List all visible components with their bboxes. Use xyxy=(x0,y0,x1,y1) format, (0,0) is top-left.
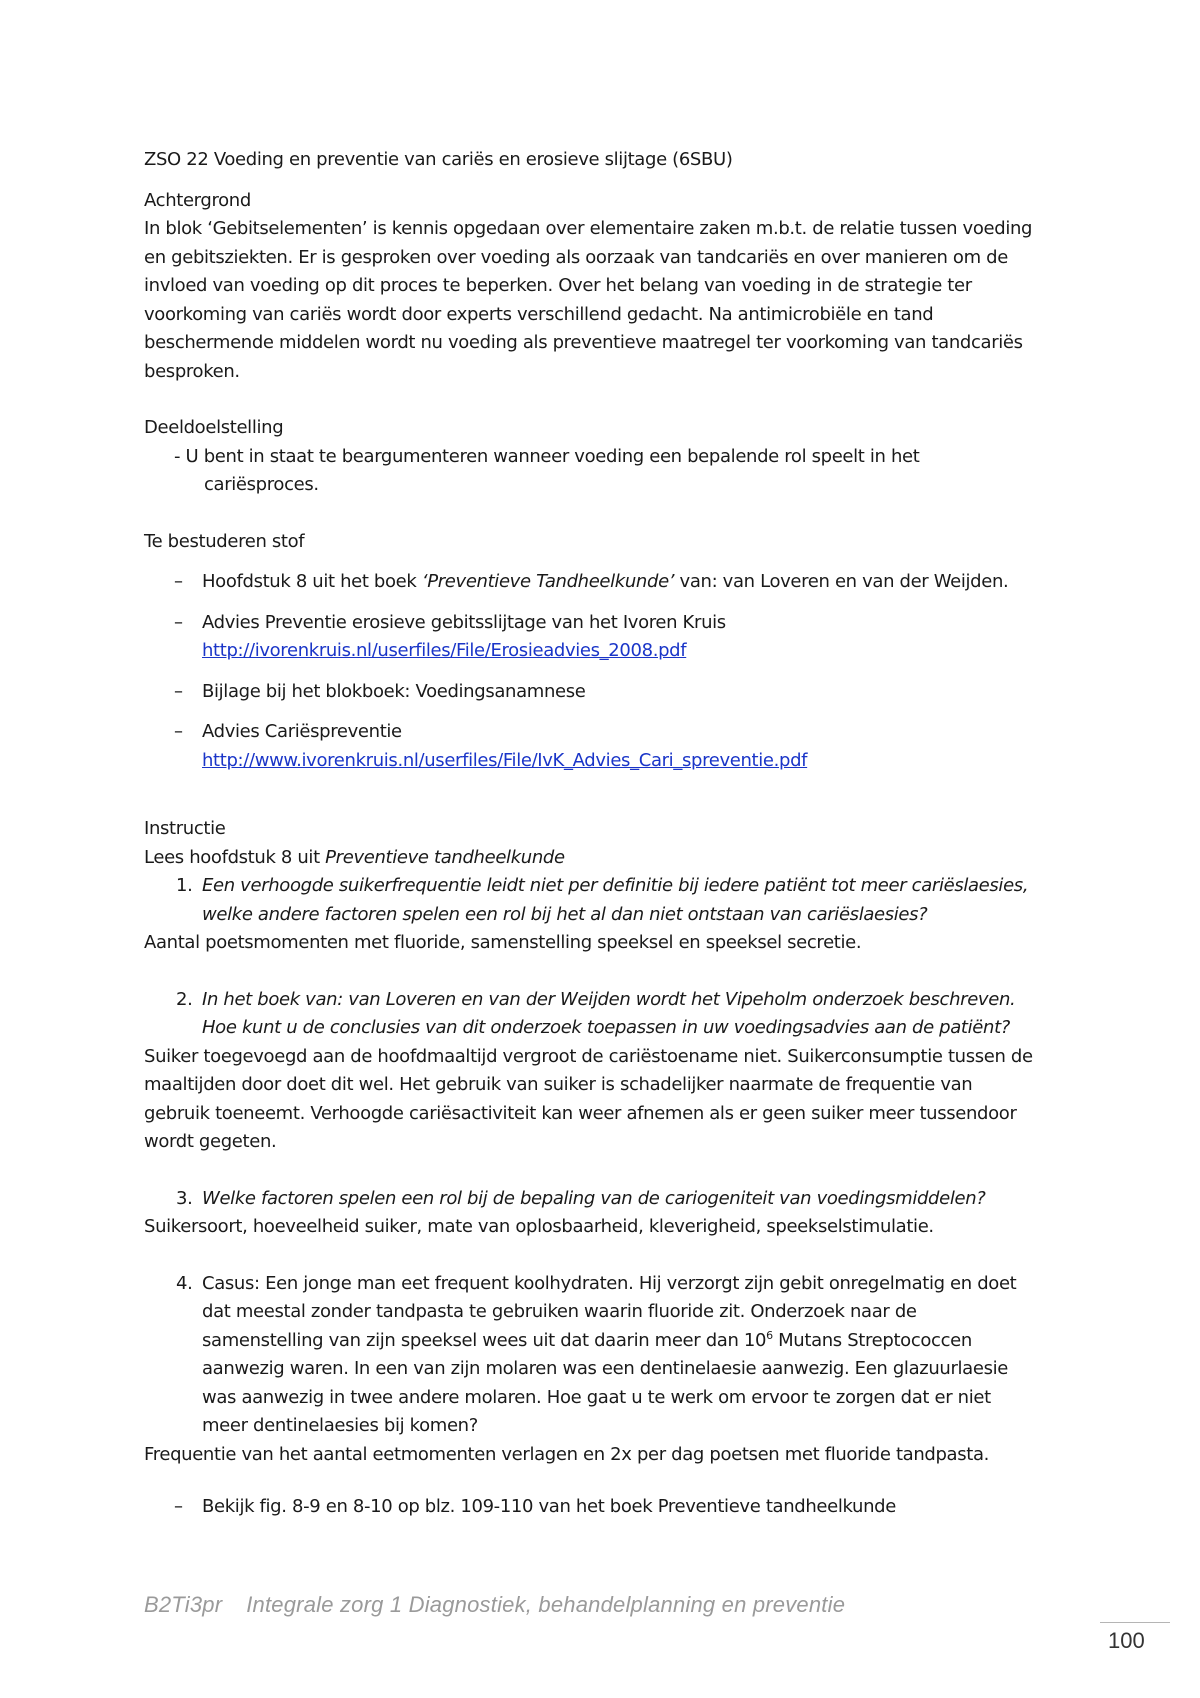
answer-2-line: wordt gegeten. xyxy=(144,1131,277,1152)
erosieadvies-link[interactable]: http://ivorenkruis.nl/userfiles/File/Erosieadvies_2008.pdf xyxy=(202,640,687,661)
section-heading-deeldoelstelling: Deeldoelstelling xyxy=(144,417,284,438)
question-2: 2. In het boek van: van Loveren en van der Weijden wordt het Vipeholm onderzoek beschreven. Hoe kunt u de conclusies van dit onderzoek toepassen in uw voedingsadvies aan de patiënt? xyxy=(176,988,1016,1038)
question-3: 3. Welke factoren spelen een rol bij de bepaling van de cariogeniteit van voedingsmiddelen? xyxy=(176,1187,986,1209)
list-item: – Bekijk fig. 8-9 en 8-10 op blz. 109-110 van het boek Preventieve tandheelkunde xyxy=(144,1493,1084,1522)
objective-line: - U bent in staat te beargumenteren wanneer voeding een bepalende rol speelt in het xyxy=(174,445,920,467)
list-item: – Advies Preventie erosieve gebitsslijtage van het Ivoren Kruis http://ivorenkruis.nl/userfiles/File/Erosieadvies_2008.pdf xyxy=(144,609,1084,666)
dash-bullet: – xyxy=(174,611,183,633)
answer-4: Frequentie van het aantal eetmomenten verlagen en 2x per dag poetsen met fluoride tandpasta. xyxy=(144,1443,990,1465)
page-number-rule xyxy=(1100,1622,1170,1623)
paragraph-line: invloed van voeding op dit proces te beperken. Over het belang van voeding in de strategie ter xyxy=(144,275,972,296)
dash-bullet: – xyxy=(174,721,183,742)
instruction-intro: Lees hoofdstuk 8 uit Preventieve tandheelkunde xyxy=(144,846,565,868)
page-number: 100 xyxy=(1108,1628,1145,1653)
objective-line-continued: cariësproces. xyxy=(204,474,319,495)
question-4: 4. Casus: Een jonge man eet frequent koolhydraten. Hij verzorgt zijn gebit onregelmatig en doet dat meestal zonder tandpasta te gebruiken waarin fluoride zit. Onderzoek naar de samenstelling van zijn speeksel wees uit dat daarin meer dan $10^6$ Mutans Streptococcen aanwezig waren. In een van zijn molaren was een dentinelaesie aanwezig. Een glazuurlaesie was aanwezig in twee andere molaren. Hoe gaat u te werk om ervoor te zorgen dat er niet meer dentinelaesies bij komen? xyxy=(176,1272,1017,1436)
paragraph-line: In blok ‘Gebitselementen’ is kennis opgedaan over elementaire zaken m.b.t. de relatie tussen voeding xyxy=(144,218,1033,239)
document-title: ZSO 22 Voeding en preventie van cariës en erosieve slijtage (6SBU) xyxy=(144,149,733,170)
question-1: 1. Een verhoogde suikerfrequentie leidt niet per definitie bij iedere patiënt tot meer cariëslaesies, welke andere factoren spelen een rol bij het al dan niet ontstaan van cariëslaesies? xyxy=(176,875,1029,925)
paragraph-line: besproken. xyxy=(144,360,240,382)
paragraph-line: en gebitsziekten. Er is gesproken over voeding als oorzaak van tandcariës en over manieren om de xyxy=(144,246,1008,268)
answer-3: Suikersoort, hoeveelheid suiker, mate van oplosbaarheid, kleverigheid, speekselstimulatie. xyxy=(144,1216,934,1237)
list-item: – Advies Cariëspreventie http://www.ivorenkruis.nl/userfiles/File/IvK_Advies_Cari_spreventie.pdf xyxy=(144,718,1084,775)
answer-2-line: maaltijden door doet dit wel. Het gebruik van suiker is schadelijker naarmate de frequentie van xyxy=(144,1074,973,1095)
footer-course-title: Integrale zorg 1 Diagnostiek, behandelplanning en preventie xyxy=(246,1592,846,1617)
page-footer xyxy=(144,1592,845,1618)
section-heading-achtergrond: Achtergrond xyxy=(144,189,251,211)
paragraph-line: voorkoming van cariës wordt door experts verschillend gedacht. Na antimicrobiële en tand xyxy=(144,303,934,325)
list-item: – Bijlage bij het blokboek: Voedingsanamnese xyxy=(144,678,1084,707)
dash-bullet: – xyxy=(174,571,183,592)
document-body xyxy=(144,146,1084,1522)
cariespreventie-link[interactable]: http://www.ivorenkruis.nl/userfiles/File/IvK_Advies_Cari_spreventie.pdf xyxy=(202,749,808,771)
answer-2-line: Suiker toegevoegd aan de hoofdmaaltijd vergroot de cariëstoename niet. Suikerconsumptie tussen de xyxy=(144,1045,1033,1067)
list-item: – Hoofdstuk 8 uit het boek ‘Preventieve Tandheelkunde’ van: van Loveren en van der Weijden. xyxy=(144,568,1084,597)
section-heading-stof: Te bestuderen stof xyxy=(144,530,305,552)
section-heading-instructie: Instructie xyxy=(144,818,226,839)
answer-2-line: gebruik toeneemt. Verhoogde cariësactiviteit kan weer afnemen als er geen suiker meer tussendoor xyxy=(144,1102,1017,1124)
answer-1: Aantal poetsmomenten met fluoride, samenstelling speeksel en speeksel secretie. xyxy=(144,932,862,953)
paragraph-line: beschermende middelen wordt nu voeding als preventieve maatregel ter voorkoming van tandcariës xyxy=(144,332,1023,353)
footer-course-code: B2Ti3pr xyxy=(144,1592,223,1617)
dash-bullet: – xyxy=(174,1496,183,1517)
dash-bullet: – xyxy=(174,680,183,702)
